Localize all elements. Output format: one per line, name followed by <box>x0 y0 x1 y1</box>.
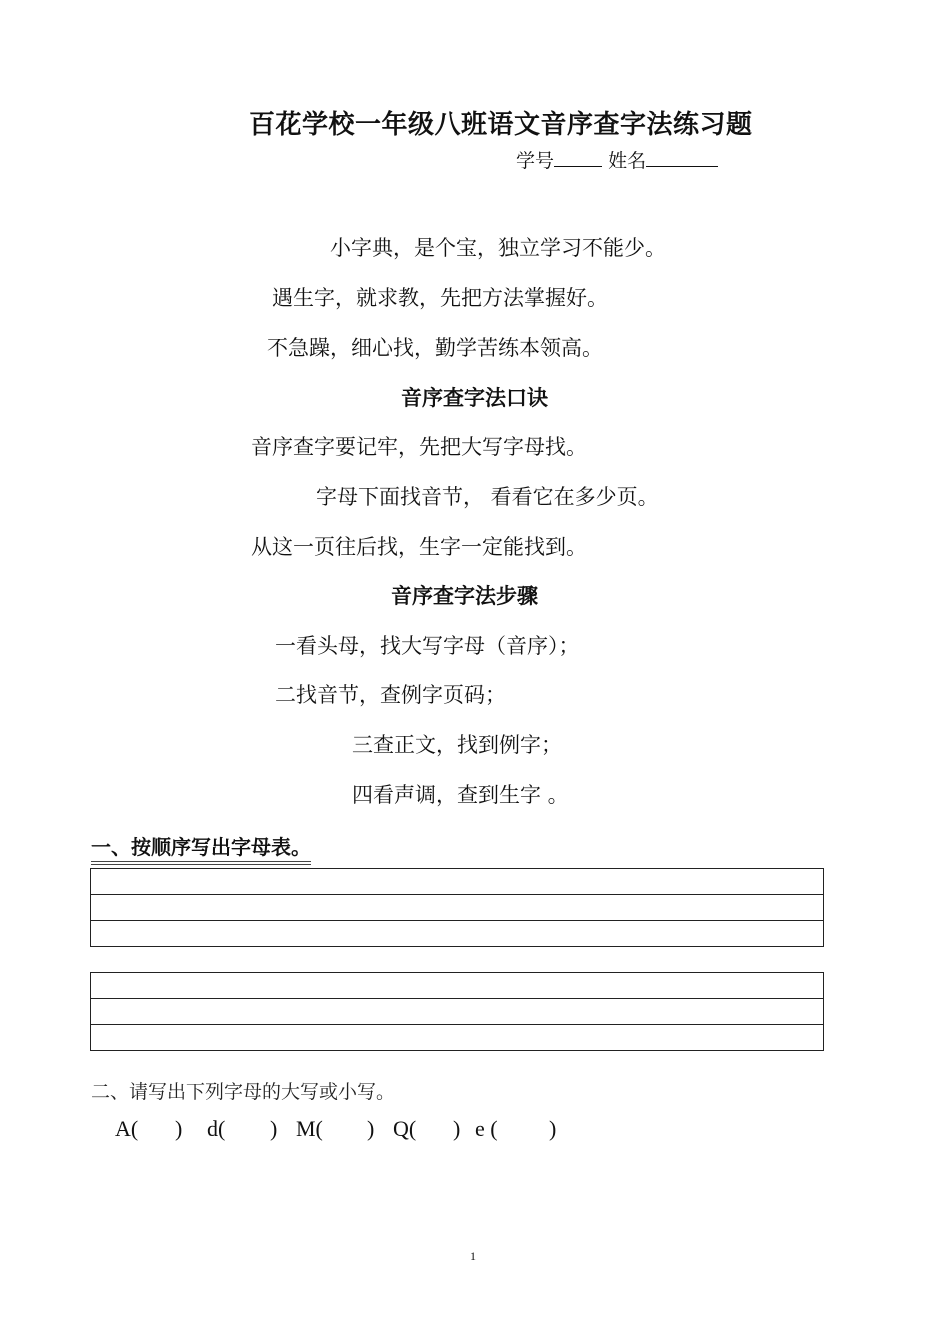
exercise-a-open: A( <box>115 1116 139 1141</box>
poem-line-2: 遇生字，就求教，先把方法掌握好。 <box>272 286 608 310</box>
student-info <box>516 146 718 173</box>
section-1-title: 一、按顺序写出字母表。 <box>91 831 311 865</box>
alphabet-writing-grid-1[interactable] <box>90 868 824 947</box>
exercise-d-open: d( <box>207 1116 226 1141</box>
step-line-2: 二找音节，查例字页码； <box>275 683 506 707</box>
exercise-q-open: Q( <box>393 1116 417 1141</box>
alphabet-writing-grid-2[interactable] <box>90 972 824 1051</box>
mnemonic-line-3: 从这一页往后找，生字一定能找到。 <box>251 535 587 559</box>
poem-line-1: 小字典，是个宝，独立学习不能少。 <box>330 236 666 260</box>
exercise-d-close: ) <box>270 1116 278 1141</box>
section-2-title: 二、请写出下列字母的大写或小写。 <box>91 1081 396 1103</box>
step-line-1: 一看头母，找大写字母（音序）； <box>275 634 580 658</box>
name-blank[interactable] <box>646 148 718 167</box>
writing-row[interactable] <box>91 999 823 1025</box>
exercise-m-open: M( <box>296 1116 323 1141</box>
writing-row[interactable] <box>91 869 823 895</box>
exercise-e-close: ) <box>549 1116 557 1141</box>
mnemonic-line-1: 音序查字要记牢，先把大写字母找。 <box>251 435 587 459</box>
mnemonic-line-2: 字母下面找音节， 看看它在多少页。 <box>316 485 659 509</box>
writing-row[interactable] <box>91 921 823 946</box>
exercise-m-close: ) <box>367 1116 375 1141</box>
page-number: 1 <box>470 1249 476 1263</box>
step-line-3: 三查正文，找到例字； <box>352 733 562 757</box>
name-label: 姓名 <box>608 150 647 172</box>
poem-line-3: 不急躁，细心找，勤学苦练本领高。 <box>267 336 603 360</box>
writing-row[interactable] <box>91 895 823 921</box>
mnemonic-heading: 音序查字法口诀 <box>401 386 548 410</box>
writing-row[interactable] <box>91 973 823 999</box>
step-line-4: 四看声调，查到生字 。 <box>352 783 569 807</box>
exercise-q-close: ) <box>453 1116 461 1141</box>
student-id-label: 学号 <box>516 150 555 172</box>
steps-heading: 音序查字法步骤 <box>391 584 538 608</box>
page-title: 百花学校一年级八班语文音序查字法练习题 <box>249 110 753 140</box>
writing-row[interactable] <box>91 1025 823 1050</box>
exercise-e-open: e ( <box>475 1116 498 1141</box>
student-id-blank[interactable] <box>554 148 602 167</box>
exercise-a-close: ) <box>175 1116 183 1141</box>
